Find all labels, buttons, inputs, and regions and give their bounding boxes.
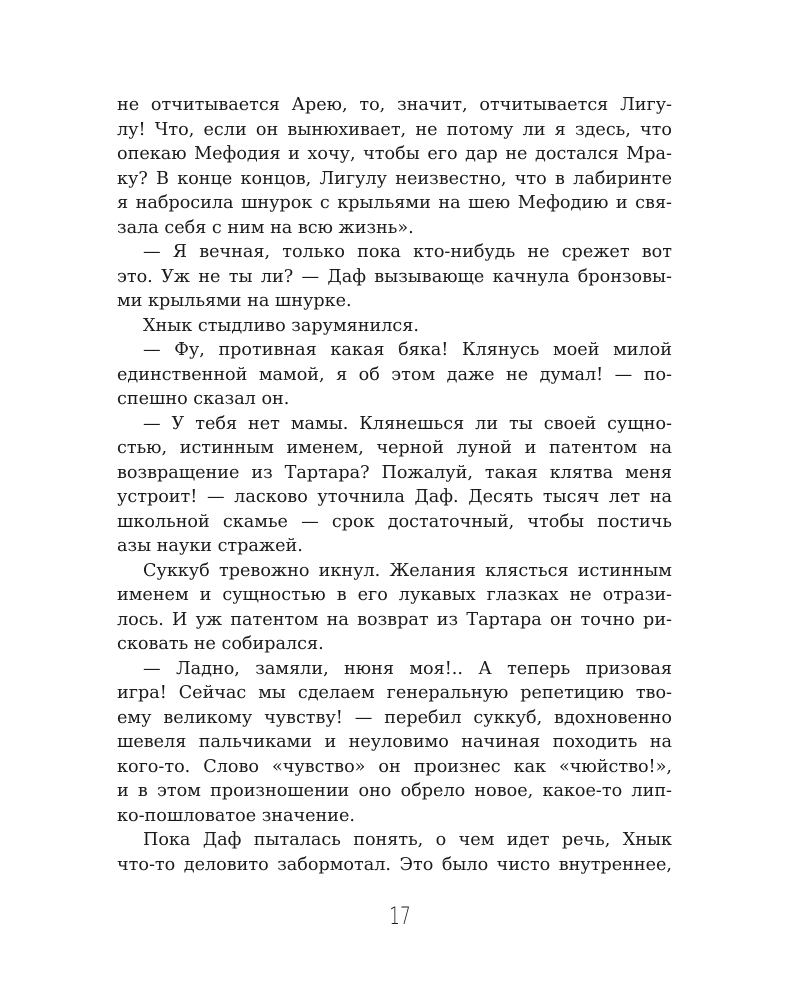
text-line: это. Уж не ты ли? — Даф вызывающе качнула бронзовы- xyxy=(117,266,672,287)
page-number: 17 xyxy=(389,902,411,930)
text-line: что-то деловито забормотал. Это было чисто внутреннее, xyxy=(117,854,672,875)
body-text xyxy=(117,93,672,877)
text-line: возвращение из Тартара? Пожалуй, такая клятва меня xyxy=(117,462,672,483)
text-line: — У тебя нет мамы. Клянешься ли ты своей сущно- xyxy=(143,413,672,434)
text-line: — Я вечная, только пока кто-нибудь не срежет вот xyxy=(143,242,672,262)
text-line: Пока Даф пыталась понять, о чем идет речь, Хнык xyxy=(143,830,672,850)
text-line: именем и сущностью в его лукавых глазках не отрази- xyxy=(117,585,672,605)
text-line: ко-пошловатое значение. xyxy=(117,805,356,826)
text-line: я набросила шнурок с крыльями на шею Мефодию и свя- xyxy=(117,193,672,213)
text-line: стью, истинным именем, черной луной и патентом на xyxy=(117,438,672,458)
text-line: ему великому чувству! — перебил суккуб, вдохновенно xyxy=(117,707,672,728)
text-line: зала себя с ним на всю жизнь». xyxy=(117,217,414,238)
text-line: азы науки стражей. xyxy=(117,536,303,556)
text-line: игра! Сейчас мы сделаем генеральную репетицию тво- xyxy=(117,683,672,703)
text-line: сковать не собирался. xyxy=(117,634,324,654)
text-line: спешно сказал он. xyxy=(117,389,290,409)
text-line: устроит! — ласково уточнила Даф. Десять тысяч лет на xyxy=(117,487,672,507)
text-line: — Ладно, замяли, нюня моя!.. А теперь призовая xyxy=(143,658,672,679)
text-line: опекаю Мефодия и хочу, чтобы его дар не достался Мра- xyxy=(117,144,672,164)
text-line: не отчитывается Арею, то, значит, отчитывается Лигу- xyxy=(117,95,672,115)
text-line: ку? В конце концов, Лигулу неизвестно, что в лабиринте xyxy=(117,168,672,189)
text-line: Суккуб тревожно икнул. Желания клясться истинным xyxy=(143,560,672,581)
text-line: шевеля пальчиками и неуловимо начиная походить на xyxy=(117,732,672,752)
text-line: лось. И уж патентом на возврат из Тартара он точно ри- xyxy=(117,609,672,630)
text-line: и в этом произношении оно обрело новое, какое-то лип- xyxy=(117,781,672,801)
text-line: кого-то. Слово «чувство» он произнес как «чюйство!», xyxy=(117,756,672,777)
text-line: ми крыльями на шнурке. xyxy=(117,291,352,311)
text-line: лу! Что, если он вынюхивает, не потому ли я здесь, что xyxy=(117,119,672,140)
text-line: единственной мамой, я об этом даже не думал! — по- xyxy=(117,364,672,385)
text-line: — Фу, противная какая бяка! Клянусь моей милой xyxy=(143,340,672,360)
text-line: школьной скамье — срок достаточный, чтобы постичь xyxy=(117,511,672,532)
text-line: Хнык стыдливо зарумянился. xyxy=(143,315,419,336)
